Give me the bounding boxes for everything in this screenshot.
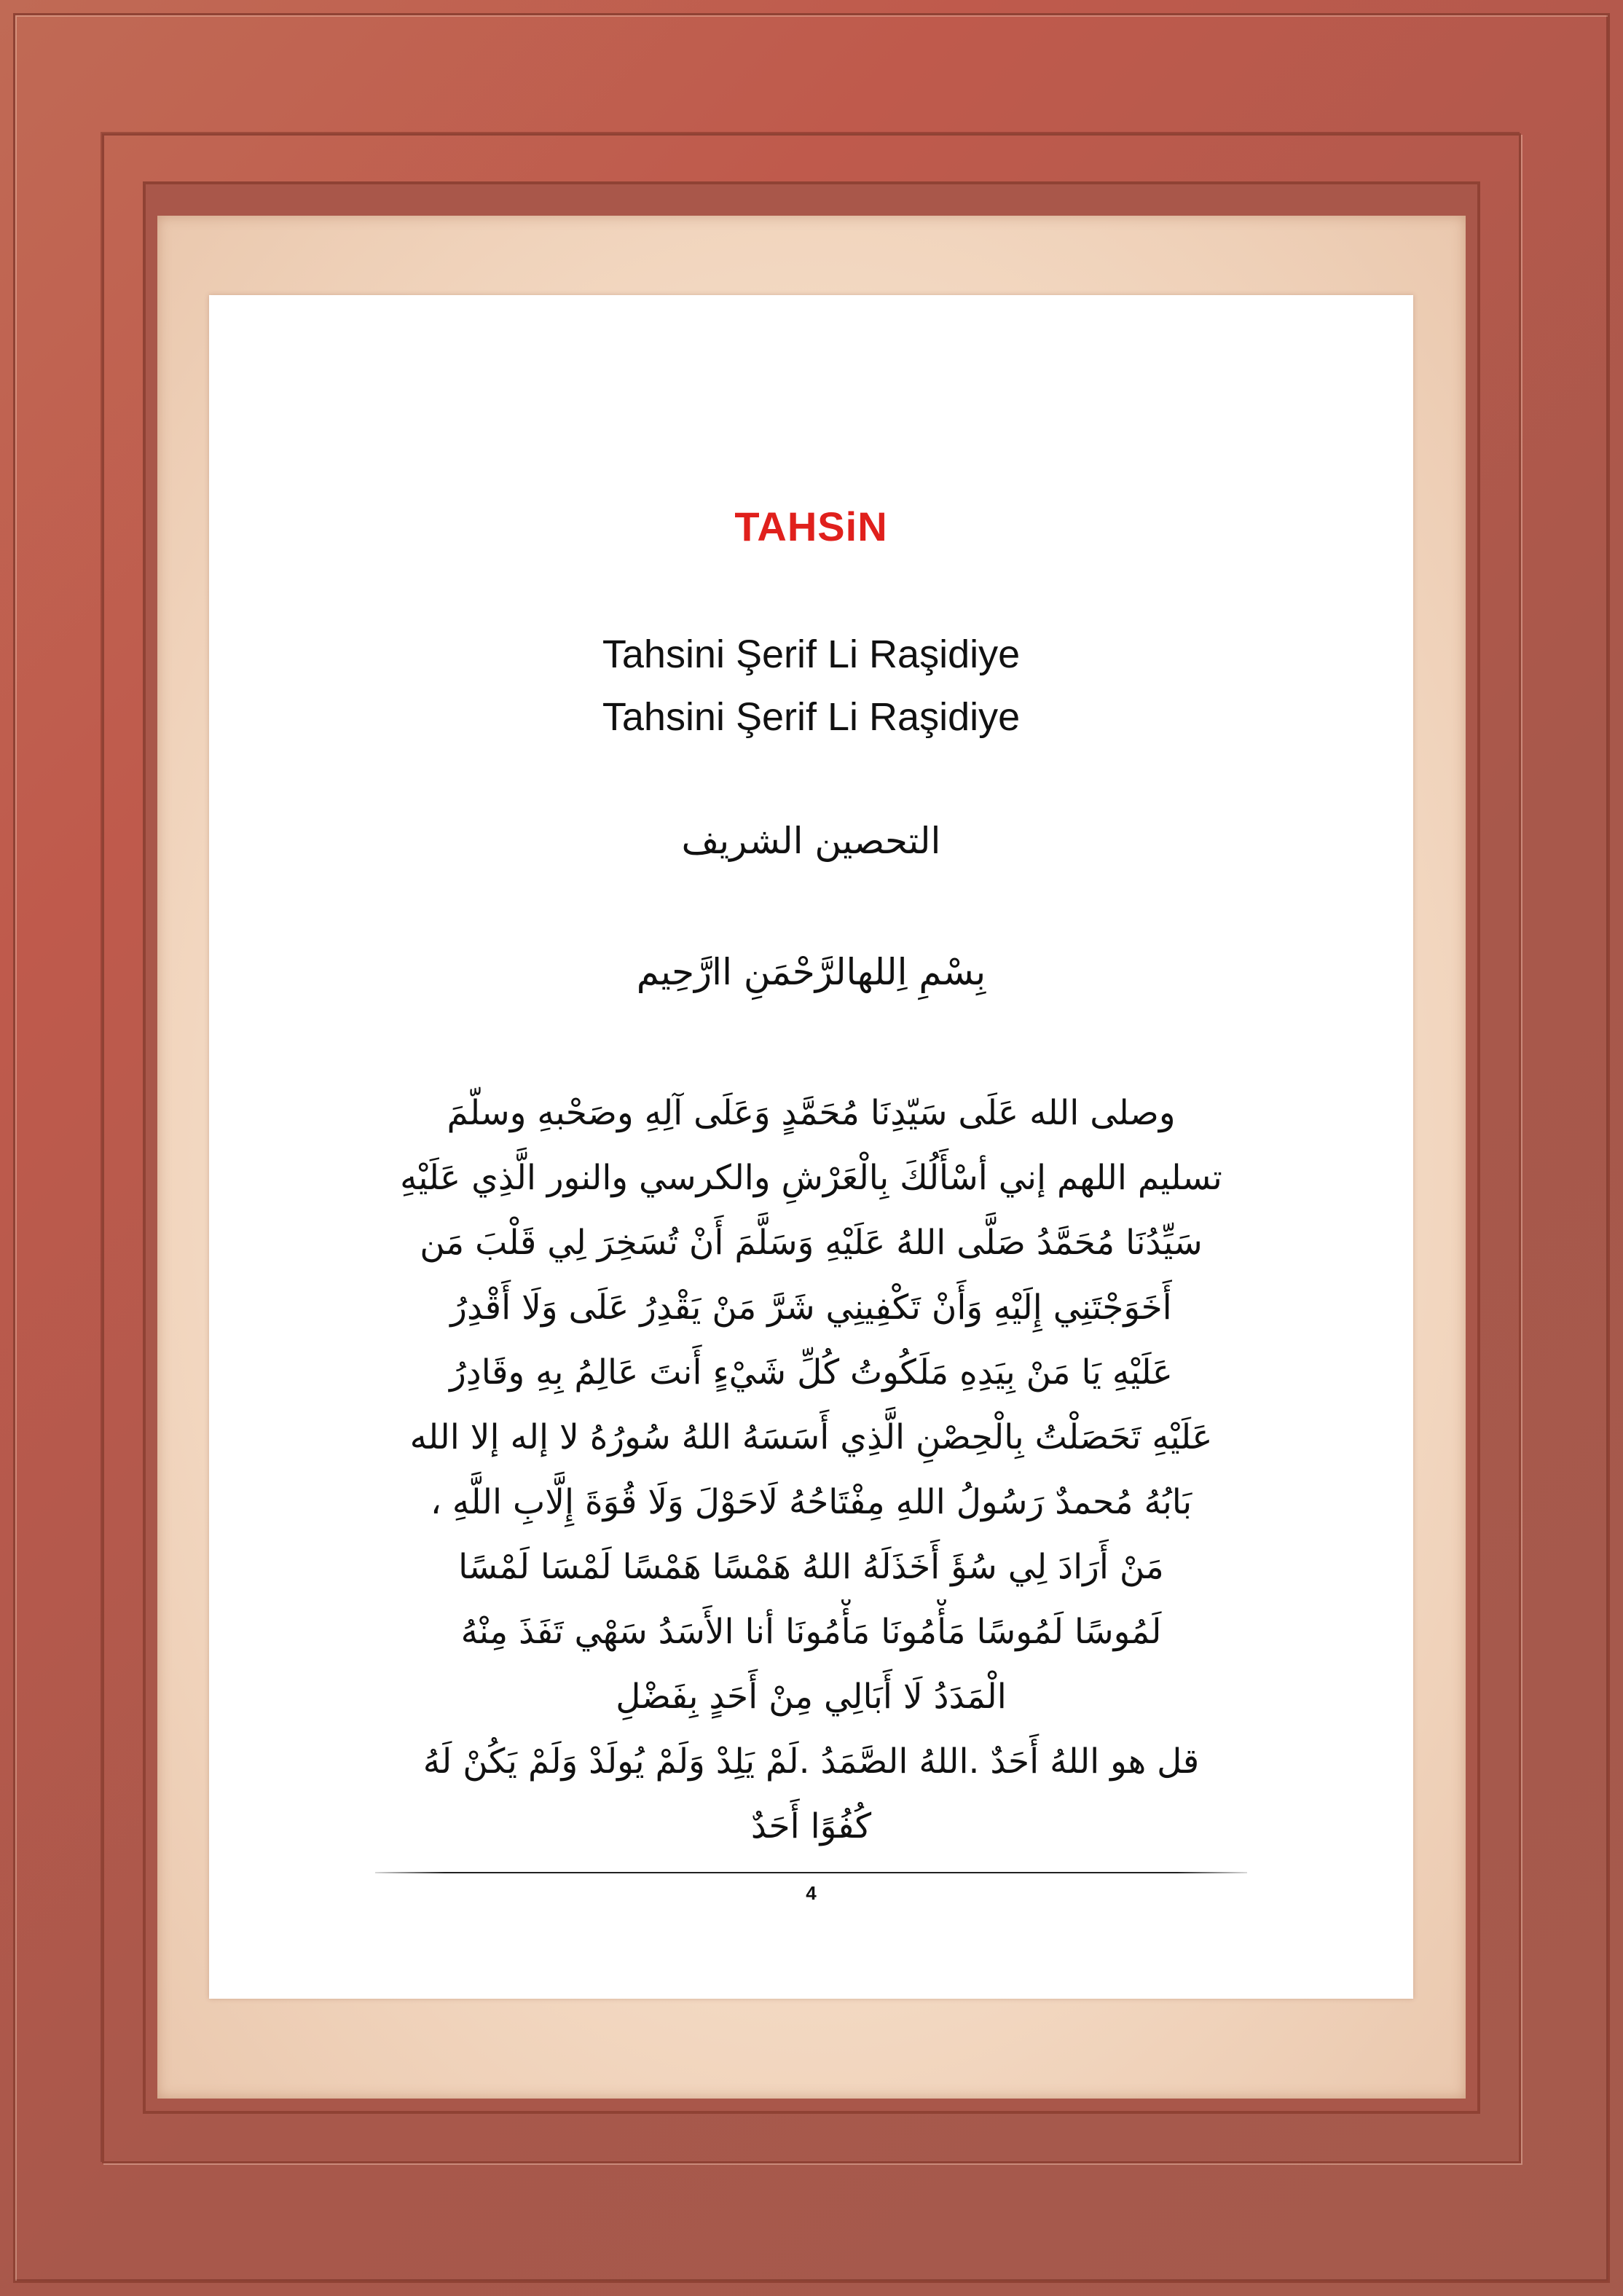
subtitle-line-2: Tahsini Şerif Li Raşidiye <box>602 695 1021 739</box>
prayer-line: عَلَيْهِ تَحَصَلْتُ بِالْحِصْنِ الَّذِي أَسَسَهُ اللهُ سُورُهُ لا إله إلا الله <box>409 1417 1213 1457</box>
page-title: TAHSiN <box>734 504 888 549</box>
prayer-line: قل هو اللهُ أَحَدٌ .اللهُ الصَّمَدُ .لَمْ يَلِدْ وَلَمْ يُولَدْ وَلَمْ يَكُنْ لَهُ <box>423 1741 1200 1782</box>
prayer-line: الْمَدَدُ لَا أَبَالِي مِنْ أَحَدٍ بِفَضْلِ <box>616 1677 1007 1717</box>
prayer-line: كُفُوًا أَحَدٌ <box>750 1806 872 1846</box>
footer-divider <box>375 1872 1247 1873</box>
prayer-line: عَلَيْهِ يَا مَنْ بِيَدِهِ مَلَكُوتُ كُلِّ شَيْءٍ أَنتَ عَالِمُ بِهِ وقَادِرُ <box>449 1352 1173 1392</box>
prayer-line: لَمُوسًا لَمُوسًا مَأْمُونَا مَأْمُونَا أنا الأَسَدُ سَهْي تَفَذَ مِنْهُ <box>460 1612 1162 1652</box>
basmala: بِسْمِ اِللهالرَّحْمَنِ اارَّحِيم <box>636 951 986 993</box>
prayer-line: أَخَوَجْتَنِي إِلَيْهِ وَأَنْ تَكْفِينِي شَرَّ مَنْ يَقْدِرُ عَلَى وَلَا أَقْدِرُ <box>450 1288 1172 1328</box>
prayer-text <box>340 1081 1282 1859</box>
arabic-heading: التحصين الشريف <box>681 820 941 862</box>
prayer-line: سَيِّدُنَا مُحَمَّدُ صَلَّى اللهُ عَلَيْهِ وَسَلَّمَ أَنْ تُسَخِرَ لِي قَلْبَ مَن <box>420 1223 1203 1263</box>
prayer-line: بَابُهُ مُحمدٌ رَسُولُ اللهِ مِفْتَاحُهُ لَاحَوْلَ وَلَا قُوَةَ إِلَّابِ اللَّهِ ، <box>430 1482 1192 1522</box>
prayer-line: مَنْ أَرَادَ لِي سُؤَ أَخَذَلَهُ اللهُ هَمْسًا هَمْسًا لَمْسَا لَمْسًا <box>458 1547 1164 1587</box>
document-page <box>209 295 1413 1999</box>
prayer-line: وصلى الله عَلَى سَيّدِنَا مُحَمَّدٍ وَعَلَى آلِهِ وصَحْبهِ وسلّمَ <box>447 1093 1176 1133</box>
subtitle-line-1: Tahsini Şerif Li Raşidiye <box>602 632 1021 676</box>
prayer-line: تسليم اللهم إني أسْأَلُكَ بِالْعَرْشِ والكرسي والنور الَّذِي عَلَيْهِ <box>400 1158 1222 1198</box>
page-number: 4 <box>806 1882 817 1904</box>
